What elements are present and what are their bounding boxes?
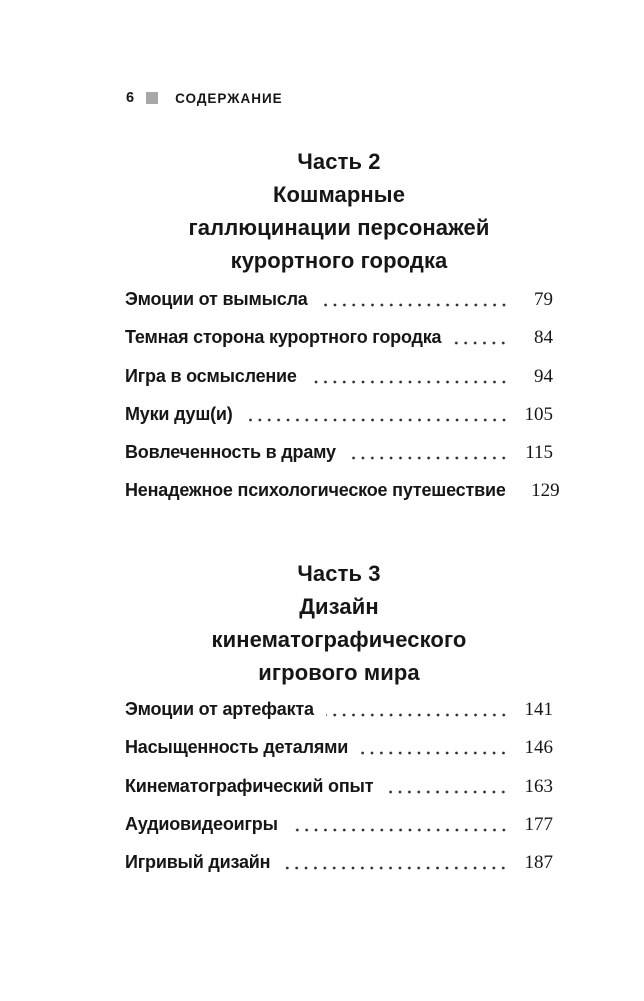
running-head-title: СОДЕРЖАНИЕ xyxy=(175,90,283,106)
toc-list-part2 xyxy=(125,289,560,519)
toc-entry xyxy=(125,442,553,462)
toc-entry-title: Муки душ(и) xyxy=(125,403,233,424)
toc-entry xyxy=(125,366,553,386)
heading-line: курортного городка xyxy=(230,248,448,273)
toc-entry-title: Игра в осмысление xyxy=(125,365,297,386)
toc-entry-page: 84 xyxy=(534,327,553,349)
toc-entry-page: 146 xyxy=(524,737,553,759)
toc-entry xyxy=(125,289,553,309)
toc-entry-page: 105 xyxy=(524,403,553,425)
dot-leader xyxy=(360,751,511,755)
toc-entry-title: Игривый дизайн xyxy=(125,852,271,873)
toc-entry-page: 141 xyxy=(524,699,553,720)
square-bullet-icon xyxy=(146,92,158,104)
toc-list-part3 xyxy=(125,699,553,890)
toc-entry-title: Насыщенность деталями xyxy=(125,737,349,758)
toc-entry-title: Аудиовидеоигры xyxy=(125,813,278,834)
toc-entry-title: Эмоции от артефакта xyxy=(125,699,314,719)
toc-entry xyxy=(125,327,553,347)
toc-entry-page: 94 xyxy=(534,365,553,387)
section-heading-part2 xyxy=(125,145,553,277)
toc-entry-title: Ненадежное психологическое путешествие xyxy=(125,480,506,501)
toc-entry xyxy=(125,480,560,502)
toc-entry-page: 177 xyxy=(524,813,553,835)
section-heading-part3 xyxy=(125,557,553,689)
toc-entry xyxy=(125,699,553,719)
toc-entry-page: 115 xyxy=(525,442,553,464)
dot-leader xyxy=(309,380,511,384)
toc-entry xyxy=(125,776,553,796)
page-header xyxy=(126,90,283,106)
toc-entry-title: Эмоции от вымысла xyxy=(125,289,308,309)
toc-entry xyxy=(125,852,553,872)
heading-line: Часть 3 xyxy=(297,561,381,586)
toc-entry-page: 129 xyxy=(531,480,560,502)
dot-leader xyxy=(290,828,511,832)
dot-leader xyxy=(453,341,511,345)
heading-line: Часть 2 xyxy=(297,149,381,174)
dot-leader xyxy=(245,418,511,422)
toc-entry-page: 79 xyxy=(534,289,553,310)
toc-entry-page: 187 xyxy=(524,852,553,874)
page-number: 6 xyxy=(126,90,135,106)
toc-entry-page: 163 xyxy=(524,775,553,797)
toc-entry xyxy=(125,737,553,757)
toc-entry-title: Вовлеченность в драму xyxy=(125,442,336,463)
heading-line: игрового мира xyxy=(258,660,420,685)
toc-entry xyxy=(125,814,553,834)
heading-line: Дизайн xyxy=(299,594,379,619)
toc-entry-title: Кинематографический опыт xyxy=(125,775,374,796)
dot-leader xyxy=(326,713,511,717)
dot-leader xyxy=(385,790,511,794)
heading-line: Кошмарные xyxy=(272,182,406,207)
heading-line: кинематографического xyxy=(211,627,467,652)
heading-line: галлюцинации персонажей xyxy=(188,215,490,240)
dot-leader xyxy=(348,456,511,460)
toc-entry-title: Темная сторона курортного городка xyxy=(125,327,442,348)
dot-leader xyxy=(282,866,511,870)
toc-entry xyxy=(125,404,553,424)
dot-leader xyxy=(320,303,511,307)
